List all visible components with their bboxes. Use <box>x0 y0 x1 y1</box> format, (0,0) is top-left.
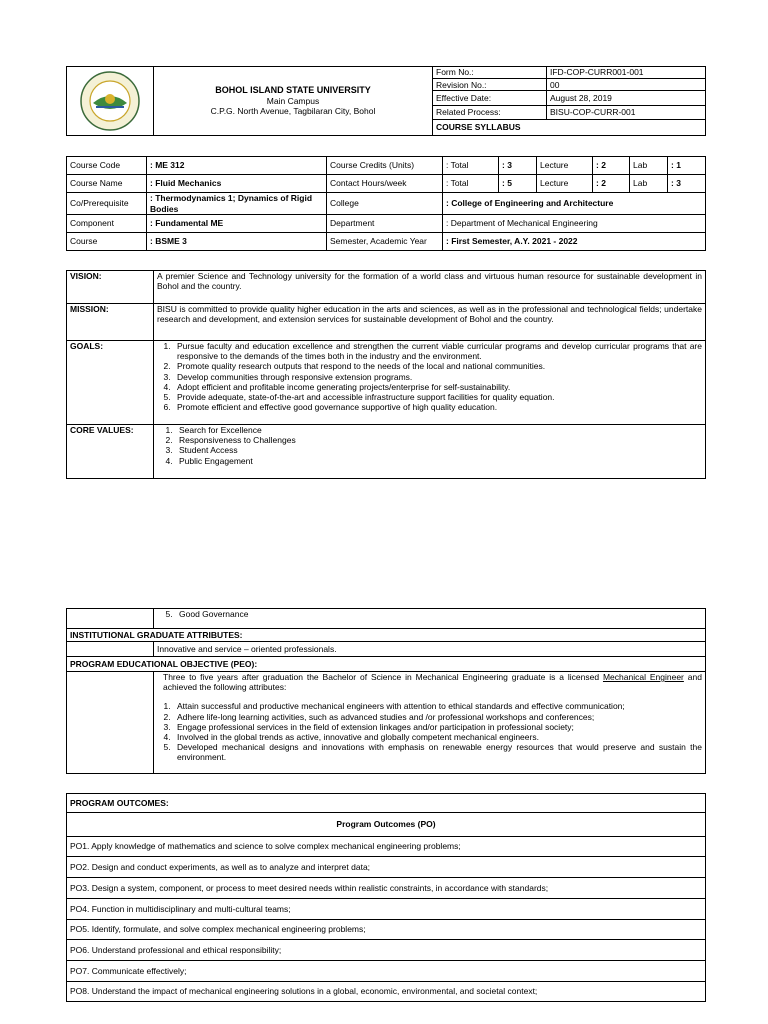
iga-text: Innovative and service – oriented professionals. <box>154 642 706 657</box>
contact-lecture-value: : 2 <box>593 175 630 193</box>
core-value-item: 4. Public Engagement <box>175 456 702 466</box>
po-item: PO7. Communicate effectively; <box>67 961 706 982</box>
form-no-label: Form No.: <box>433 67 547 79</box>
po-item: PO8. Understand the impact of mechanical engineering solutions in a global, economic, environmental, and societal context; <box>67 982 706 1002</box>
peo-intro <box>157 672 702 692</box>
college-label: College <box>327 193 443 215</box>
blank-cell <box>67 672 154 774</box>
peo-label: PROGRAM EDUCATIONAL OBJECTIVE (PEO): <box>67 657 706 672</box>
core-value-item: 2. Responsiveness to Challenges <box>175 435 702 445</box>
credits-lab-label: Lab <box>630 157 668 175</box>
university-address: C.P.G. North Avenue, Tagbilaran City, Bohol <box>210 106 376 117</box>
course-name-label: Course Name <box>67 175 147 193</box>
peo-intro-text: Three to five years after graduation the Bachelor of Science in Mechanical Engineering graduate is a licensed <box>163 672 600 682</box>
credits-label: Course Credits (Units) <box>327 157 443 175</box>
semester-label: Semester, Academic Year <box>327 233 443 251</box>
course-code-label: Course Code <box>67 157 147 175</box>
course-value: : BSME 3 <box>147 233 327 251</box>
peo-intro-link: Mechanical Engineer <box>602 672 684 682</box>
core-value-5-cell <box>154 609 706 629</box>
mission-text: BISU is committed to provide quality higher education in the arts and sciences, as well as in the professional and technological fields; undertake research and development, and extension services for sustainable development of Bohol and the country. <box>154 304 706 341</box>
course-info-table <box>66 156 706 251</box>
core-values-label: CORE VALUES: <box>67 425 154 479</box>
revision-value: 00 <box>547 79 706 91</box>
course-code-value: : ME 312 <box>147 157 327 175</box>
document-title: COURSE SYLLABUS <box>433 119 706 135</box>
contact-lecture-label: Lecture <box>537 175 593 193</box>
peo-table <box>66 608 706 774</box>
vision-text: A premier Science and Technology university for the formation of a world class and virtuous human resource for sustainable development in Bohol and the country. <box>154 271 706 304</box>
credits-total-label: : Total <box>443 157 499 175</box>
po-header: Program Outcomes (PO) <box>67 813 706 837</box>
contact-total-value: : 5 <box>499 175 537 193</box>
peo-intro-end: and achieved the following attributes: <box>163 672 702 693</box>
mission-label: MISSION: <box>67 304 154 341</box>
program-outcomes-table <box>66 793 706 1002</box>
goal-item: 6. Promote efficient and effective good governance supportive of high quality education. <box>173 402 702 412</box>
peo-item: 3. Engage professional services in the field of extension linkages and/or participation in professional society; <box>173 722 702 732</box>
department-value: : Department of Mechanical Engineering <box>443 215 706 233</box>
revision-label: Revision No.: <box>433 79 547 91</box>
vmg-table <box>66 270 706 479</box>
credits-total-value: : 3 <box>499 157 537 175</box>
po-item: PO5. Identify, formulate, and solve complex mechanical engineering problems; <box>67 920 706 940</box>
po-label: PROGRAM OUTCOMES: <box>67 794 706 813</box>
related-process-value: BISU-COP-CURR-001 <box>547 105 706 119</box>
component-value: : Fundamental ME <box>147 215 327 233</box>
contact-hours-label: Contact Hours/week <box>327 175 443 193</box>
goals-cell <box>154 341 706 425</box>
goals-label: GOALS: <box>67 341 154 425</box>
core-values-cell <box>154 425 706 479</box>
contact-lab-value: : 3 <box>668 175 706 193</box>
component-label: Component <box>67 215 147 233</box>
course-label: Course <box>67 233 147 251</box>
effective-date-value: August 28, 2019 <box>547 91 706 105</box>
form-no-value: IFD-COP-CURR001-001 <box>547 67 706 79</box>
contact-lab-label: Lab <box>630 175 668 193</box>
po-item: PO4. Function in multidisciplinary and multi-cultural teams; <box>67 899 706 920</box>
blank-cell <box>67 642 154 657</box>
po-item: PO2. Design and conduct experiments, as well as to analyze and interpret data; <box>67 857 706 878</box>
course-name-value: : Fluid Mechanics <box>147 175 327 193</box>
credits-lecture-label: Lecture <box>537 157 593 175</box>
peo-item: 2. Adhere life-long learning activities, such as advanced studies and /or professional workshops and conferences; <box>173 712 702 722</box>
core-value-item: 1. Search for Excellence <box>175 425 702 435</box>
credits-lab-value: : 1 <box>668 157 706 175</box>
goal-item: 3. Develop communities through responsive extension programs. <box>173 372 702 382</box>
header-table <box>66 66 706 136</box>
campus-name: Main Campus <box>266 96 320 107</box>
peo-item: 1. Attain successful and productive mechanical engineers with attention to ethical standards and effective communication; <box>173 701 702 711</box>
po-item: PO6. Understand professional and ethical responsibility; <box>67 940 706 961</box>
po-item: PO1. Apply knowledge of mathematics and science to solve complex mechanical engineering problems; <box>67 837 706 857</box>
contact-total-label: : Total <box>443 175 499 193</box>
related-process-label: Related Process: <box>433 105 547 119</box>
university-seal <box>67 67 154 136</box>
goal-item: 1. Pursue faculty and education excellence and strengthen the current viable curricular programs and develop curricular programs that are responsive to the demands of the times both in the industry and the environment. <box>173 341 702 361</box>
prerequisite-value: : Thermodynamics 1; Dynamics of Rigid Bodies <box>147 193 327 215</box>
effective-date-label: Effective Date: <box>433 91 547 105</box>
peo-item: 4. Involved in the global trends as active, innovative and globally competent mechanical engineers. <box>173 732 702 742</box>
seal-icon <box>80 71 140 131</box>
iga-label: INSTITUTIONAL GRADUATE ATTRIBUTES: <box>67 629 706 642</box>
department-label: Department <box>327 215 443 233</box>
core-value-item: 3. Student Access <box>175 445 702 455</box>
goal-item: 2. Promote quality research outputs that respond to the needs of the local and national communities. <box>173 361 702 371</box>
po-item: PO3. Design a system, component, or process to meet desired needs within realistic constraints, in accordance with standards; <box>67 878 706 899</box>
blank-cell <box>67 609 154 629</box>
college-value: : College of Engineering and Architecture <box>443 193 706 215</box>
prerequisite-label: Co/Prerequisite <box>67 193 147 215</box>
core-value-item: 5. Good Governance <box>175 609 702 619</box>
university-name: BOHOL ISLAND STATE UNIVERSITY <box>215 85 371 96</box>
credits-lecture-value: : 2 <box>593 157 630 175</box>
semester-value: : First Semester, A.Y. 2021 - 2022 <box>443 233 706 251</box>
goal-item: 5. Provide adequate, state-of-the-art and accessible infrastructure support facilities for quality equation. <box>173 392 702 402</box>
goal-item: 4. Adopt efficient and profitable income generating projects/enterprise for self-sustainability. <box>173 382 702 392</box>
university-block <box>154 67 433 136</box>
peo-content <box>154 672 706 774</box>
peo-item: 5. Developed mechanical designs and innovations with emphasis on renewable energy resources that would preserve and sustain the environment. <box>173 742 702 762</box>
vision-label: VISION: <box>67 271 154 304</box>
